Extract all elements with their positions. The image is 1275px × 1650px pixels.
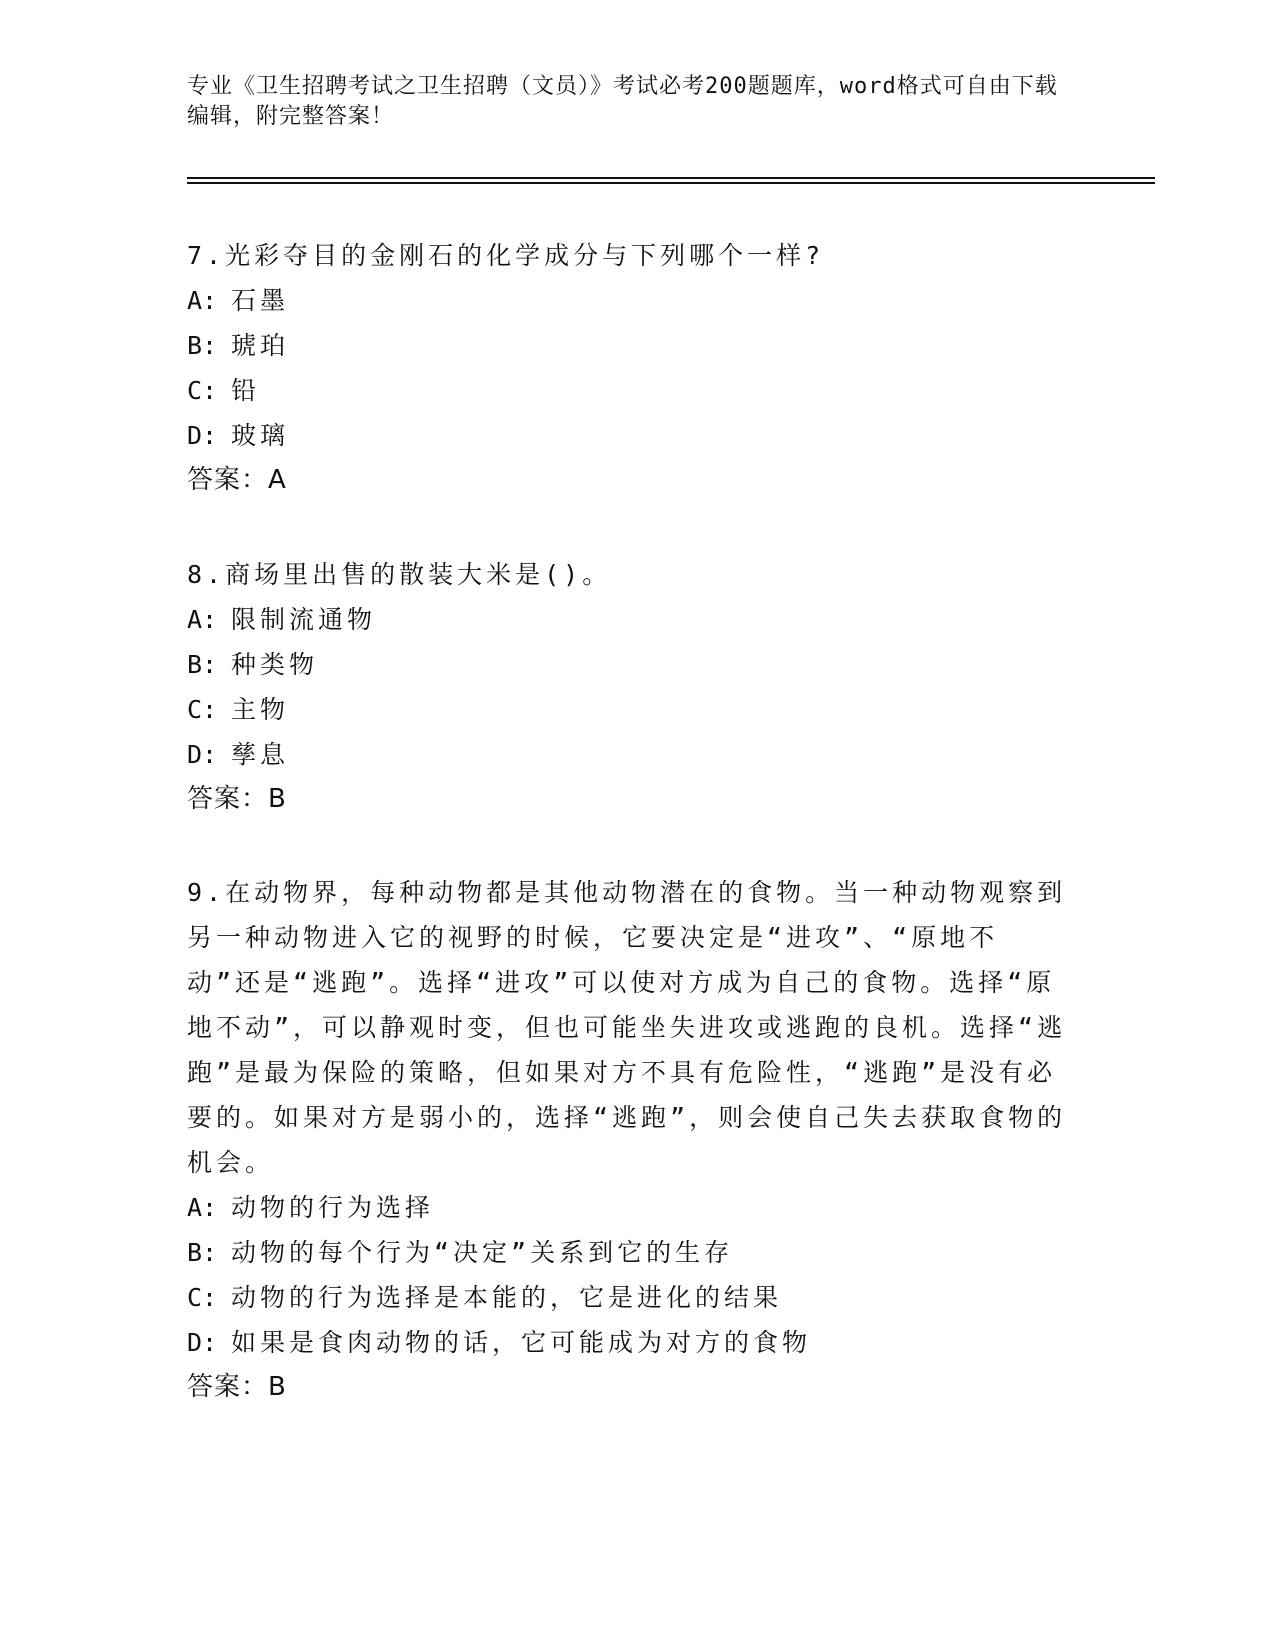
option-text: 孳息 <box>231 740 290 769</box>
option-text: 琥珀 <box>231 331 290 360</box>
header-divider-bottom <box>187 182 1155 184</box>
option-key: B: <box>187 650 218 679</box>
option-text: 铅 <box>231 376 261 405</box>
option-d <box>187 732 1067 777</box>
document-header: 专业《卫生招聘考试之卫生招聘（文员）》考试必考200题题库，word格式可自由下载编辑，附完整答案！ <box>187 74 1058 129</box>
option-text: 动物的行为选择 <box>231 1193 435 1222</box>
option-b <box>187 1230 1067 1275</box>
option-key: C: <box>187 1283 218 1312</box>
option-key: A: <box>187 1193 218 1222</box>
question-block <box>187 233 1067 503</box>
option-text: 石墨 <box>231 286 290 315</box>
answer-line: 答案：A <box>187 465 287 495</box>
option-text: 限制流通物 <box>231 605 377 634</box>
option-c <box>187 368 1067 413</box>
option-key: A: <box>187 286 218 315</box>
option-key: D: <box>187 740 218 769</box>
option-key: C: <box>187 695 218 724</box>
question-text: 8.商场里出售的散装大米是()。 <box>187 560 612 589</box>
option-a <box>187 1185 1067 1230</box>
answer-line: 答案：B <box>187 1372 287 1402</box>
option-d <box>187 413 1067 458</box>
option-b <box>187 642 1067 687</box>
option-key: A: <box>187 605 218 634</box>
option-a <box>187 278 1067 323</box>
option-key: D: <box>187 421 218 450</box>
option-c <box>187 1275 1067 1320</box>
option-d <box>187 1320 1067 1365</box>
option-text: 种类物 <box>231 650 319 679</box>
option-c <box>187 687 1067 732</box>
option-text: 如果是食肉动物的话，它可能成为对方的食物 <box>231 1328 812 1357</box>
option-key: B: <box>187 331 218 360</box>
option-text: 主物 <box>231 695 290 724</box>
option-a <box>187 597 1067 642</box>
option-text: 动物的行为选择是本能的，它是进化的结果 <box>231 1283 783 1312</box>
question-text: 9.在动物界，每种动物都是其他动物潜在的食物。当一种动物观察到另一种动物进入它的视野的时候，它要决定是“进攻”、“原地不动”还是“逃跑”。选择“进攻”可以使对方成为自己的食物。选择“原地不动”，可以静观时变，但也可能坐失进攻或逃跑的良机。选择“逃跑”是最为保险的策略，但如果对方不具有危险性，“逃跑”是没有必要的。如果对方是弱小的，选择“逃跑”，则会使自己失去获取食物的机会。 <box>187 878 1067 1177</box>
header-divider-top <box>187 177 1155 179</box>
option-text: 玻璃 <box>231 421 290 450</box>
question-block <box>187 552 1067 822</box>
answer-line: 答案：B <box>187 784 287 814</box>
option-key: C: <box>187 376 218 405</box>
question-block <box>187 870 1067 1410</box>
option-b <box>187 323 1067 368</box>
question-text: 7.光彩夺目的金刚石的化学成分与下列哪个一样? <box>187 241 825 270</box>
option-key: B: <box>187 1238 218 1267</box>
option-key: D: <box>187 1328 218 1357</box>
option-text: 动物的每个行为“决定”关系到它的生存 <box>231 1238 734 1267</box>
